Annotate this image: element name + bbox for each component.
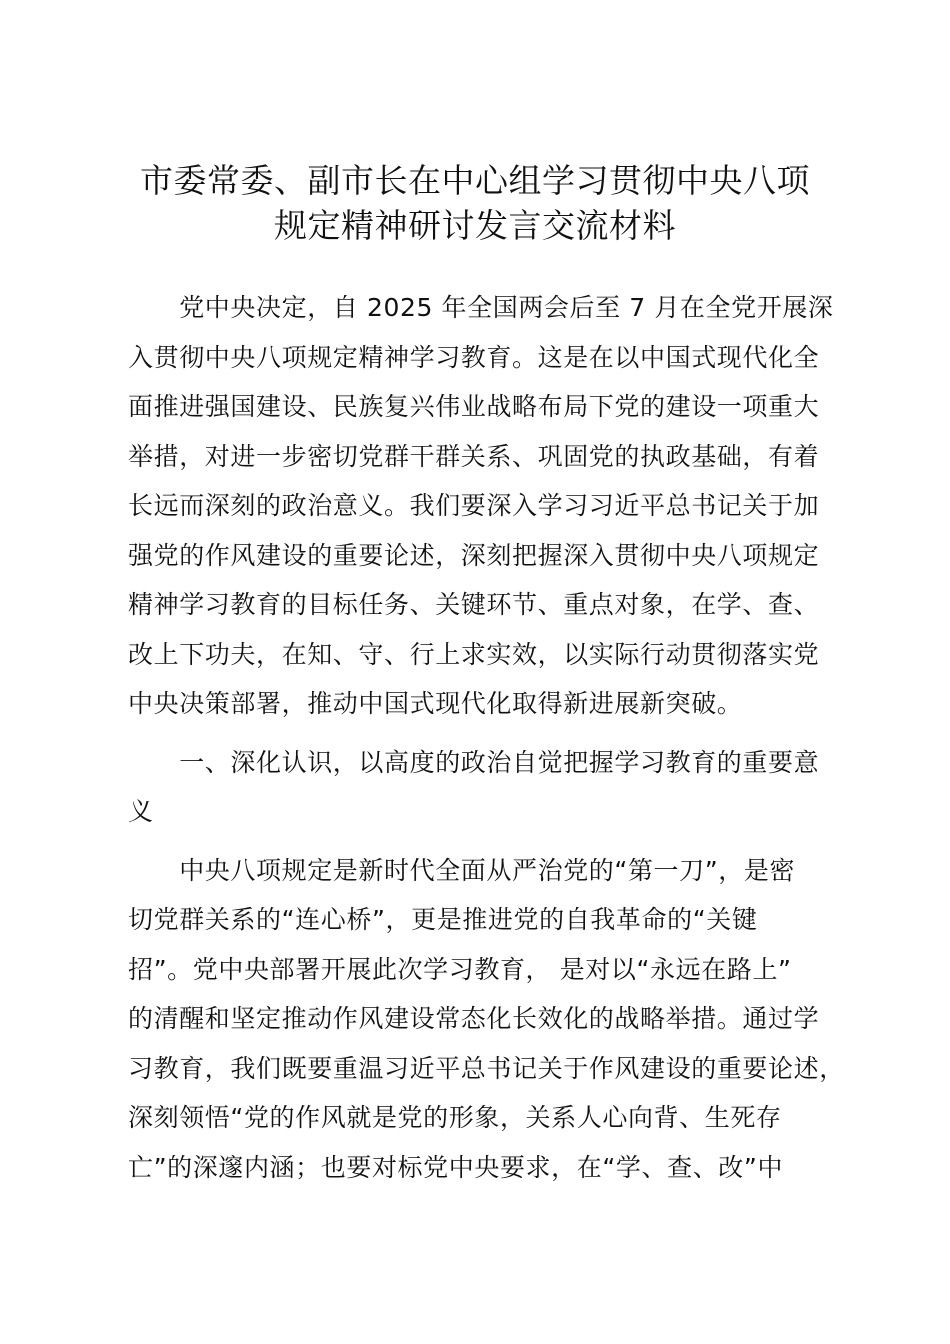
paragraph-intro <box>128 283 838 729</box>
paragraph-section-1 <box>128 846 845 1193</box>
text-line: 中央决策部署，推动中国式现代化取得新进展新突破。 <box>128 689 743 718</box>
document-title <box>60 158 890 248</box>
text-line: 习教育，我们既要重温习近平总书记关于作风建设的重要论述， <box>128 1053 845 1083</box>
text-line: 切党群关系的“连心桥”，更是推进党的自我革命的“关键 <box>128 905 758 934</box>
text-line: 招”。党中央部署开展此次学习教育， 是对以“永远在路上” <box>128 954 792 984</box>
text-line: 深刻领悟“党的作风就是党的形象，关系人心向背、生死存 <box>128 1103 782 1132</box>
heading-line: 一、深化认识，以高度的政治自觉把握学习教育的重要意 <box>128 747 820 777</box>
text-line: 改上下功夫，在知、守、行上求实效，以实际行动贯彻落实党 <box>128 639 820 669</box>
text-line: 入贯彻中央八项规定精神学习教育。这是在以中国式现代化全 <box>128 342 820 372</box>
paragraph-spacer <box>128 729 838 738</box>
text-line: 举措，对进一步密切党群干群关系、巩固党的执政基础，有着 <box>128 441 820 471</box>
text-line: 面推进强国建设、民族复兴伟业战略布局下党的建设一项重大 <box>128 392 820 421</box>
text-line: 长远而深刻的政治意义。我们要深入学习习近平总书记关于加 <box>128 491 820 520</box>
paragraph-spacer <box>128 837 838 846</box>
heading-line: 义 <box>128 797 154 826</box>
text-line: 精神学习教育的目标任务、关键环节、重点对象，在学、查、 <box>128 590 820 619</box>
title-line: 规定精神研讨发言交流材料 <box>274 206 676 245</box>
text-line: 强党的作风建设的重要论述，深刻把握深入贯彻中央八项规定 <box>128 540 820 570</box>
text-line: 的清醒和坚定推动作风建设常态化长效化的战略举措。通过学 <box>128 1004 820 1033</box>
text-line: 亡”的深邃内涵；也要对标党中央要求，在“学、查、改”中 <box>128 1152 784 1182</box>
title-line: 市委常委、副市长在中心组学习贯彻中央八项 <box>140 161 810 200</box>
document-body <box>128 283 845 1192</box>
text-line: 党中央决定，自 2025 年全国两会后至 7 月在全党开展深 <box>128 293 834 322</box>
text-line: 中央八项规定是新时代全面从严治党的“第一刀”，是密 <box>128 855 796 885</box>
section-heading-1 <box>128 738 838 837</box>
